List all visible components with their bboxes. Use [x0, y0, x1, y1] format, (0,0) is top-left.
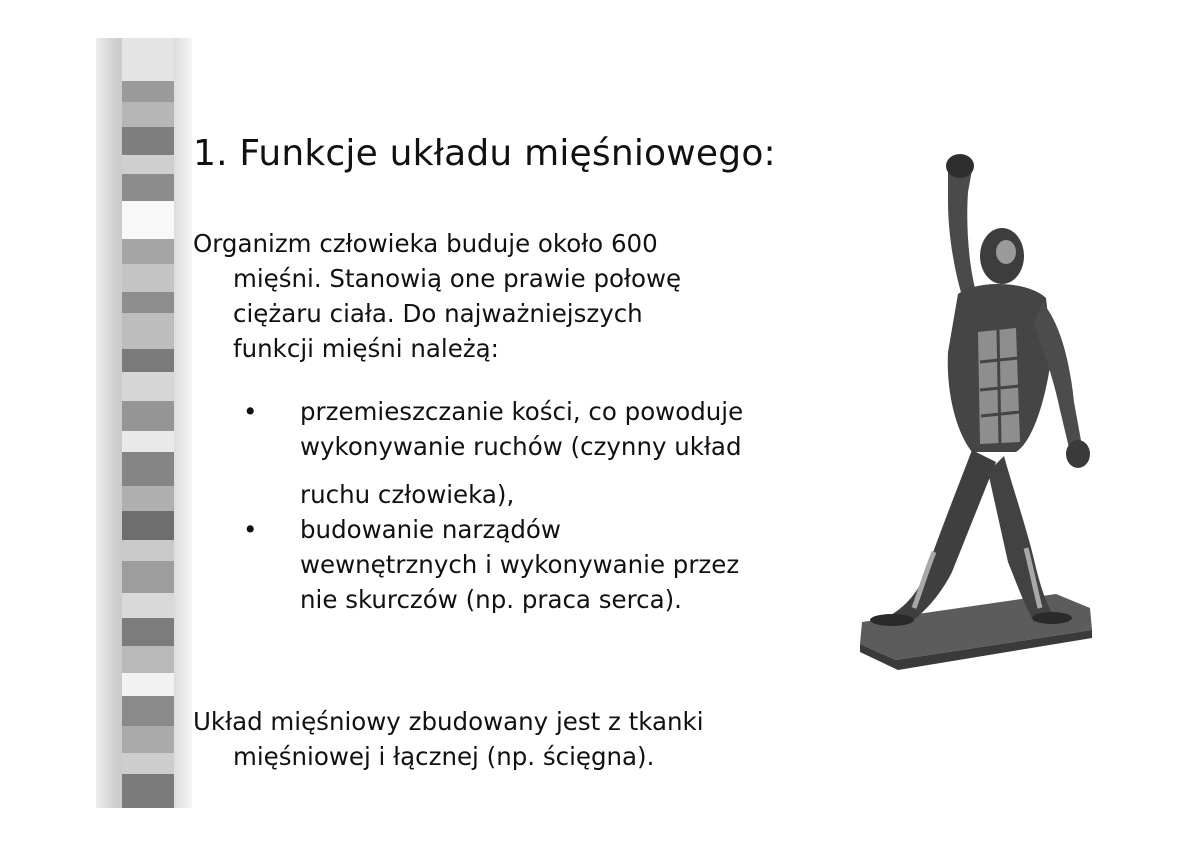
list-item: [193, 394, 813, 512]
intro-line: Organizm człowieka buduje około 600: [193, 229, 658, 258]
slide-title: 1. Funkcje układu mięśniowego:: [193, 133, 776, 174]
bullet-icon: •: [243, 397, 258, 426]
muscle-anatomy-model-icon: [856, 152, 1094, 672]
intro-line: ciężaru ciała. Do najważniejszych: [233, 299, 643, 328]
intro-line: funkcji mięśni należą:: [233, 334, 499, 363]
bullet-icon: •: [243, 515, 258, 544]
list-item-line: budowanie narządów: [300, 515, 561, 544]
closing-line: Układ mięśniowy zbudowany jest z tkanki: [193, 707, 704, 736]
list-item-line: nie skurczów (np. praca serca).: [300, 585, 682, 614]
list-item-line: ruchu człowieka),: [300, 480, 515, 509]
closing-line: mięśniowej i łącznej (np. ścięgna).: [233, 742, 655, 771]
intro-line: mięśni. Stanowią one prawie połowę: [233, 264, 682, 293]
intro-paragraph: [193, 226, 803, 366]
list-item-line: wewnętrznych i wykonywanie przez: [300, 550, 740, 579]
list-item-line: przemieszczanie kości, co powoduje: [300, 397, 744, 426]
list-item: [193, 512, 813, 617]
list-item-line: wykonywanie ruchów (czynny układ: [300, 432, 742, 461]
function-list: [193, 394, 813, 617]
closing-paragraph: [193, 704, 803, 774]
decorative-strip-blocks: [122, 38, 174, 808]
